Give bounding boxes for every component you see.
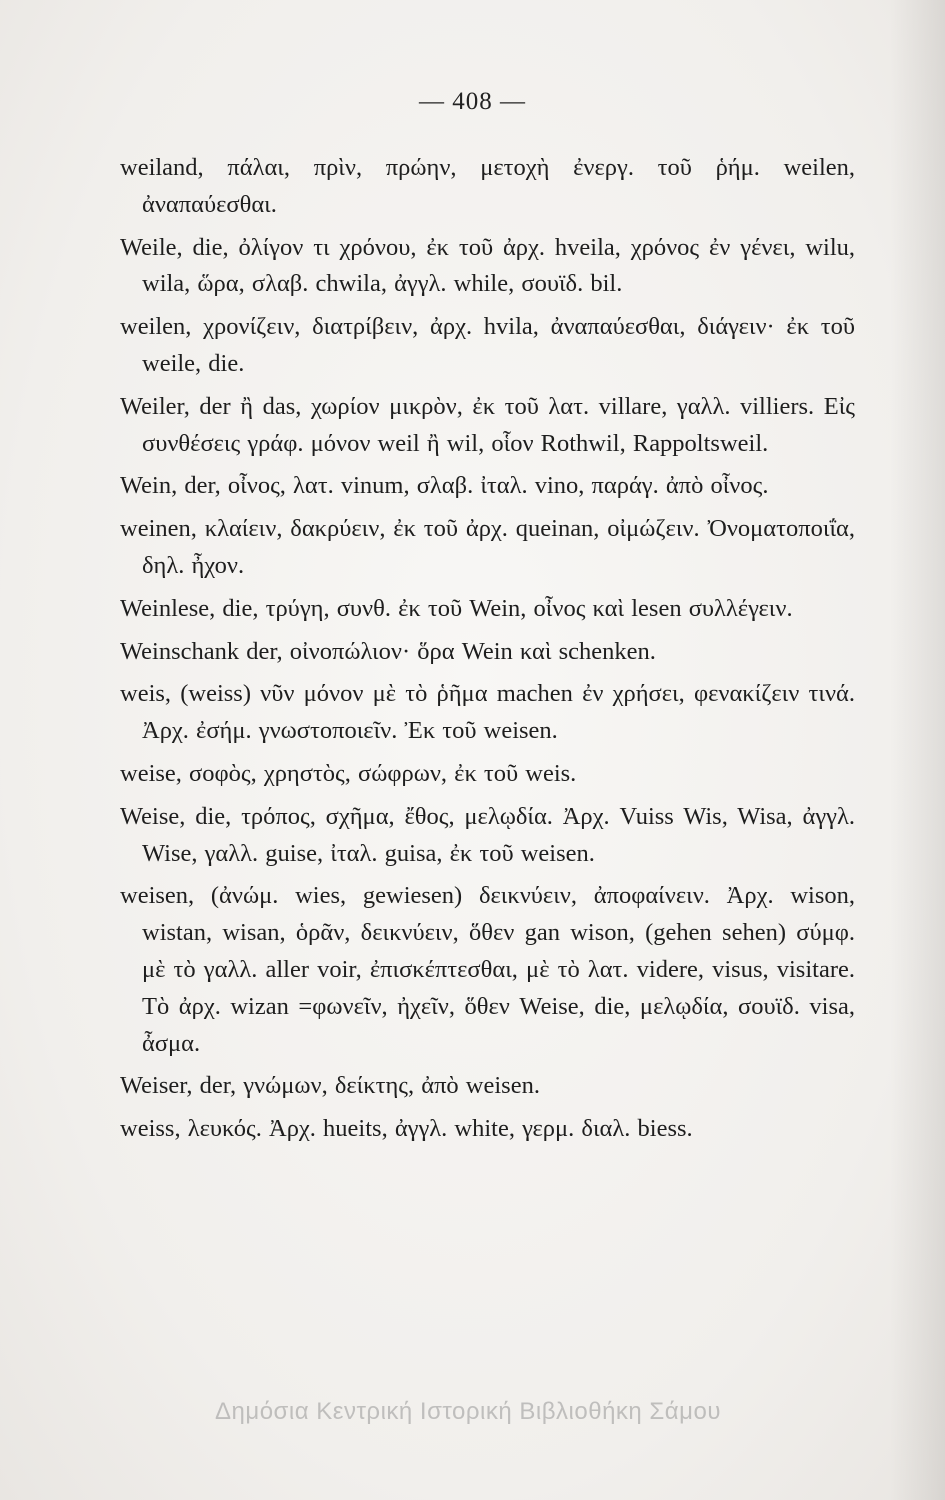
dictionary-entry-weiler: Weiler, der ἢ das, χωρίον μικρὸν, ἐκ τοῦ λατ. villare, γαλλ. villiers. Εἰς συνθέσεις γράφ. μόνον weil ἢ wil, οἷον Rothwil, Rappoltsweil.	[120, 392, 855, 457]
library-watermark: Δημόσια Κεντρική Ιστορική Βιβλιοθήκη Σάμου	[215, 1398, 721, 1425]
dictionary-entries	[120, 150, 855, 1154]
dictionary-entry-wein: Wein, der, οἶνος, λατ. vinum, σλαβ. ἰταλ. vino, παράγ. ἀπὸ οἶνος.	[120, 472, 769, 500]
dictionary-entry-weiser: Weiser, der, γνώμων, δείκτης, ἀπὸ weisen.	[120, 1072, 540, 1100]
page-number: — 408 —	[419, 88, 526, 115]
dictionary-entry-weise-adj: weise, σοφὸς, χρηστὸς, σώφρων, ἐκ τοῦ weis.	[120, 759, 577, 787]
dictionary-entry-weile: Weile, die, ὀλίγον τι χρόνου, ἐκ τοῦ ἀρχ. hveila, χρόνος ἐν γένει, wilu, wila, ὥρα, σλαβ. chwila, ἀγγλ. while, σουϊδ. bil.	[120, 233, 855, 298]
dictionary-entry-weilen: weilen, χρονίζειν, διατρίβειν, ἀρχ. hvila, ἀναπαύεσθαι, διάγειν· ἐκ τοῦ weile, die.	[120, 313, 855, 377]
dictionary-entry-weise-noun: Weise, die, τρόπος, σχῆμα, ἔθος, μελῳδία. Ἀρχ. Vuiss Wis, Wisa, ἀγγλ. Wise, γαλλ. guise, ἰταλ. guisa, ἐκ τοῦ weisen.	[120, 802, 855, 867]
dictionary-entry-weis: weis, (weiss) νῦν μόνον μὲ τὸ ῥῆμα machen ἐν χρήσει, φενακίζειν τινά. Ἀρχ. ἐσήμ. γνωστοποιεῖν. Ἐκ τοῦ weisen.	[120, 680, 855, 745]
dictionary-entry-weinlese: Weinlese, die, τρύγη, συνθ. ἐκ τοῦ Wein, οἶνος καὶ lesen συλλέγειν.	[120, 594, 793, 622]
dictionary-entry-weinen: weinen, κλαίειν, δακρύειν, ἐκ τοῦ ἀρχ. queinan, οἰμώζειν. Ὀνοματοποιΐα, δηλ. ἦχον.	[120, 515, 855, 579]
dictionary-entry-weiss: weiss, λευκός. Ἀρχ. hueits, ἀγγλ. white, γερμ. διαλ. biess.	[120, 1115, 693, 1143]
dictionary-entry-weiland: weiland, πάλαι, πρὶν, πρώην, μετοχὴ ἐνεργ. τοῦ ῥήμ. weilen, ἀναπαύεσθαι.	[120, 154, 855, 218]
dictionary-entry-weinschank: Weinschank der, οἰνοπώλιον· ὅρα Wein καὶ schenken.	[120, 637, 656, 665]
dictionary-entry-weisen: weisen, (ἀνώμ. wies, gewiesen) δεικνύειν, ἀποφαίνειν. Ἀρχ. wison, wistan, wisan, ὁρᾶν, δεικνύειν, ὅθεν gan wison, (gehen sehen) σύμφ. μὲ τὸ γαλλ. aller voir, ἐπισκέπτεσθαι, μὲ τὸ λατ. videre, visus, visitare. Τὸ ἀρχ. wizan =φωνεῖν, ἠχεῖν, ὅθεν Weise, die, μελῳδία, σουϊδ. visa, ἆσμα.	[120, 882, 855, 1057]
page-edge-shadow	[890, 0, 945, 1500]
